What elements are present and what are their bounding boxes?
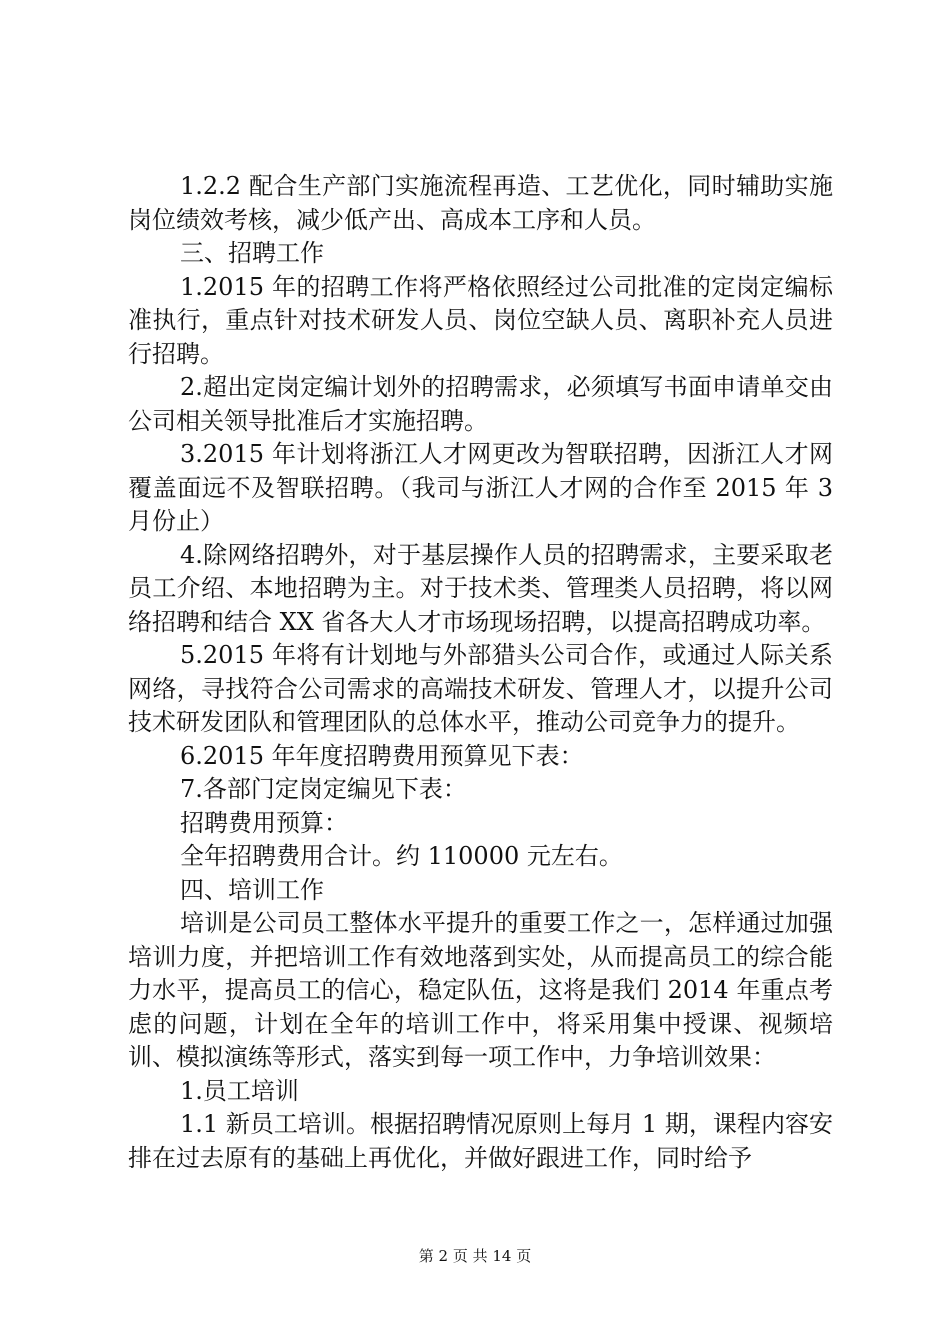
paragraph-new-employee-training: 1.1 新员工培训。根据招聘情况原则上每月 1 期，课程内容安排在过去原有的基础上再优化，并做好跟进工作，同时给予 (128, 1110, 833, 1172)
section-heading-training: 四、培训工作 (180, 875, 324, 904)
paragraph-training-intro: 培训是公司员工整体水平提升的重要工作之一，怎样通过加强培训力度，并把培训工作有效地落到实处，从而提高员工的综合能力水平，提高员工的信心，稳定队伍，这将是我们 2014 年重点考虑的问题，计划在全年的培训工作中，将采用集中授课、视频培训、模拟演练等形式，落实到每一项工作中，力争培训效果： (128, 909, 833, 1071)
document-body (128, 170, 841, 1175)
page-number-label: 第 2 页 共 14 页 (418, 1247, 532, 1265)
paragraph-recruit-7: 7.各部门定岗定编见下表： (180, 775, 467, 803)
paragraph-recruit-3: 3.2015 年计划将浙江人才网更改为智联招聘，因浙江人才网覆盖面远不及智联招聘。（我司与浙江人才网的合作至 2015 年 3 月份止） (128, 440, 841, 535)
paragraph-recruit-1: 1.2015 年的招聘工作将严格依照经过公司批准的定岗定编标准执行，重点针对技术研发人员、岗位空缺人员、离职补充人员进行招聘。 (128, 272, 833, 368)
paragraph-budget-total: 全年招聘费用合计。约 110000 元左右。 (180, 842, 623, 870)
paragraph-employee-training: 1.员工培训 (180, 1076, 299, 1105)
paragraph-recruit-6: 6.2015 年年度招聘费用预算见下表： (180, 741, 584, 770)
paragraph-recruit-2: 2.超出定岗定编计划外的招聘需求，必须填写书面申请单交由公司相关领导批准后才实施招聘。 (128, 373, 833, 435)
page-footer (0, 1246, 950, 1266)
paragraph-budget-label: 招聘费用预算： (180, 808, 348, 837)
paragraph-recruit-4: 4.除网络招聘外，对于基层操作人员的招聘需求，主要采取老员工介绍、本地招聘为主。对于技术类、管理类人员招聘，将以网络招聘和结合 XX 省各大人才市场现场招聘，以提高招聘成功率。 (128, 540, 833, 636)
paragraph-1-2-2: 1.2.2 配合生产部门实施流程再造、工艺优化，同时辅助实施岗位绩效考核，减少低产出、高成本工序和人员。 (128, 172, 833, 234)
paragraph-recruit-5: 5.2015 年将有计划地与外部猎头公司合作，或通过人际关系网络，寻找符合公司需求的高端技术研发、管理人才，以提升公司技术研发团队和管理团队的总体水平，推动公司竞争力的提升。 (128, 641, 833, 736)
section-heading-recruitment: 三、招聘工作 (180, 239, 324, 267)
